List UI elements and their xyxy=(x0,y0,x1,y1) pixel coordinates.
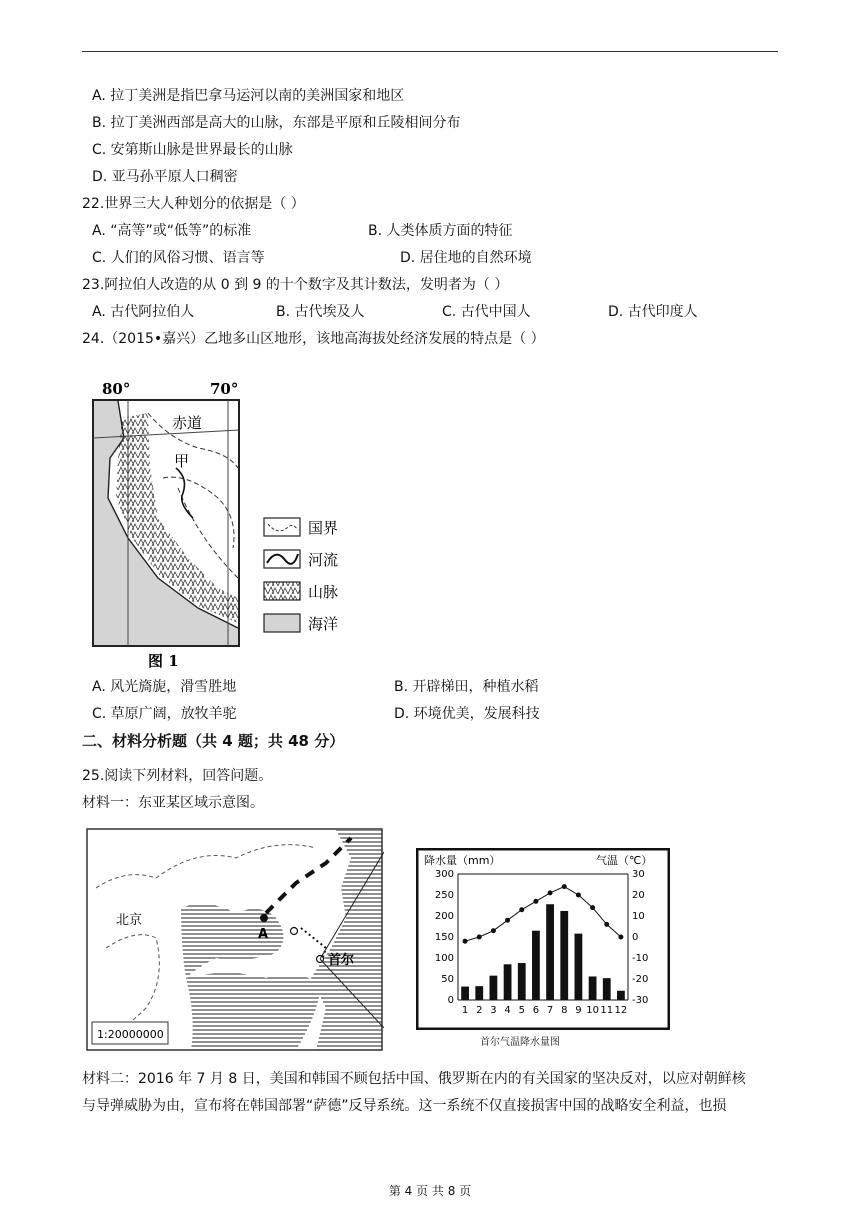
chart-xtick: 1 xyxy=(461,1005,469,1016)
chart-title: 首尔气温降水量图 xyxy=(480,1037,560,1048)
q22-option-d: D. 居住地的自然环境 xyxy=(400,250,532,266)
chart-temp-point xyxy=(618,935,623,940)
chart-xtick: 9 xyxy=(575,1005,582,1016)
map1-equator-label: 赤道 xyxy=(172,414,203,432)
q24-option-b: B. 开辟梯田，种植水稻 xyxy=(394,679,539,695)
q25-stem: 25.阅读下列材料，回答问题。 xyxy=(82,768,273,784)
map1-lon-right: 70° xyxy=(210,380,239,398)
chart-bar xyxy=(589,976,597,1000)
chart-ytick-left: 200 xyxy=(434,911,454,922)
legend-mountain-label: 山脉 xyxy=(308,583,339,601)
q21-option-c: C. 安第斯山脉是世界最长的山脉 xyxy=(92,142,293,158)
sea-yellow xyxy=(186,973,321,1050)
chart-xtick: 7 xyxy=(546,1005,554,1016)
chart-ytick-left: 150 xyxy=(434,932,454,943)
chart-ytick-right: 10 xyxy=(632,911,645,922)
chart-ytick-left: 250 xyxy=(434,890,454,901)
chart-ylabel-left: 降水量（mm） xyxy=(424,854,501,867)
map1-place-label: 甲 xyxy=(174,452,190,470)
q24-option-d: D. 环境优美，发展科技 xyxy=(394,706,540,722)
chart-xtick: 2 xyxy=(476,1005,483,1016)
chart-temp-point xyxy=(533,899,538,904)
chart-ytick-right: 20 xyxy=(632,890,645,901)
chart-bar xyxy=(532,931,540,1000)
q21-option-a: A. 拉丁美洲是指巴拿马运河以南的美洲国家和地区 xyxy=(92,88,405,104)
q24-option-a: A. 风光旖旎，滑雪胜地 xyxy=(92,679,237,695)
map1-caption: 图 1 xyxy=(148,652,179,670)
q22-stem: 22.世界三大人种划分的依据是（ ） xyxy=(82,196,305,212)
q25-material2-line1: 材料二：2016 年 7 月 8 日，美国和韩国不顾包括中国、俄罗斯在内的有关国家的坚决反对，以应对朝鲜核 xyxy=(82,1071,746,1087)
chart-ylabel-right: 气温（℃） xyxy=(596,854,653,867)
chart-bar xyxy=(461,987,469,1000)
seoul-climate-chart xyxy=(416,848,670,1030)
q24-option-c: C. 草原广阔，放牧羊驼 xyxy=(92,706,237,722)
q21-option-b: B. 拉丁美洲西部是高大的山脉，东部是平原和丘陵相间分布 xyxy=(92,115,461,131)
legend-border-label: 国界 xyxy=(308,519,339,537)
chart-xtick: 3 xyxy=(490,1005,497,1016)
chart-temp-point xyxy=(590,905,595,910)
chart-temp-point xyxy=(576,893,581,898)
chart-temp-point xyxy=(505,918,510,923)
map2-scale: 1:20000000 xyxy=(97,1028,164,1041)
chart-ytick-right: 0 xyxy=(632,932,639,943)
chart-ytick-left: 100 xyxy=(434,953,454,964)
chart-xtick: 4 xyxy=(504,1005,511,1016)
chart-temp-point xyxy=(562,884,567,889)
chart-xtick: 5 xyxy=(518,1005,525,1016)
q24-stem: 24.（2015•嘉兴）乙地多山区地形，该地高海拔处经济发展的特点是（ ） xyxy=(82,331,545,347)
chart-temp-point xyxy=(463,939,468,944)
chart-bar xyxy=(546,904,554,1000)
chart-xtick: 11 xyxy=(600,1005,614,1016)
chart-ytick-right: 30 xyxy=(632,869,645,880)
q23-option-a: A. 古代阿拉伯人 xyxy=(92,304,195,320)
chart-bar xyxy=(603,978,611,1000)
chart-ytick-right: -20 xyxy=(632,974,649,985)
map1-lon-left: 80° xyxy=(102,380,131,398)
chart-bar xyxy=(575,934,583,1000)
chart-temp-point xyxy=(548,890,553,895)
q23-stem: 23.阿拉伯人改造的从 0 到 9 的十个数字及其计数法，发明者为（ ） xyxy=(82,277,509,293)
page-footer: 第 4 页 共 8 页 xyxy=(388,1184,472,1198)
q25-material1: 材料一：东亚某区域示意图。 xyxy=(82,795,264,811)
header-rule xyxy=(82,51,778,52)
chart-xtick: 12 xyxy=(614,1005,628,1016)
chart-xtick: 6 xyxy=(532,1005,540,1016)
legend-river-label: 河流 xyxy=(308,551,339,569)
chart-bar xyxy=(490,976,498,1000)
chart-ytick-left: 0 xyxy=(447,995,454,1006)
section2-title: 二、材料分析题（共 4 题；共 48 分） xyxy=(82,732,345,750)
label-point-a: A xyxy=(258,927,269,942)
figure1-map xyxy=(88,378,350,674)
q21-option-d: D. 亚马孙平原人口稠密 xyxy=(92,169,238,185)
q23-option-b: B. 古代埃及人 xyxy=(276,304,365,320)
chart-xtick: 10 xyxy=(586,1005,599,1016)
chart-ytick-right: -30 xyxy=(632,995,649,1006)
q25-material2-line2: 与导弹威胁为由，宣布将在韩国部署“萨德”反导系统。这一系统不仅直接损害中国的战略安全利益，也损 xyxy=(82,1098,727,1114)
chart-bar xyxy=(560,911,568,1000)
chart-bar xyxy=(518,963,526,1000)
chart-xtick: 8 xyxy=(561,1005,568,1016)
chart-temp-point xyxy=(519,907,524,912)
q22-option-c: C. 人们的风俗习惯、语言等 xyxy=(92,250,265,266)
chart-ytick-left: 50 xyxy=(441,974,454,985)
east-asia-map xyxy=(86,828,384,1052)
legend-ocean-label: 海洋 xyxy=(308,615,339,633)
chart-temp-point xyxy=(477,935,482,940)
chart-bar xyxy=(504,964,512,1000)
chart-ytick-left: 300 xyxy=(434,869,454,880)
q22-option-a: A. “高等”或“低等”的标准 xyxy=(92,223,252,239)
chart-ytick-right: -10 xyxy=(632,953,649,964)
q23-option-d: D. 古代印度人 xyxy=(608,304,698,320)
chart-bar xyxy=(617,991,625,1000)
chart-temp-point xyxy=(604,922,609,927)
chart-temp-point xyxy=(491,928,496,933)
chart-bar xyxy=(475,986,483,1000)
map1-legend xyxy=(264,518,338,633)
q22-option-b: B. 人类体质方面的特征 xyxy=(368,223,513,239)
q23-option-c: C. 古代中国人 xyxy=(442,304,531,320)
label-beijing: 北京 xyxy=(116,913,143,928)
label-seoul: 首尔 xyxy=(328,953,355,968)
